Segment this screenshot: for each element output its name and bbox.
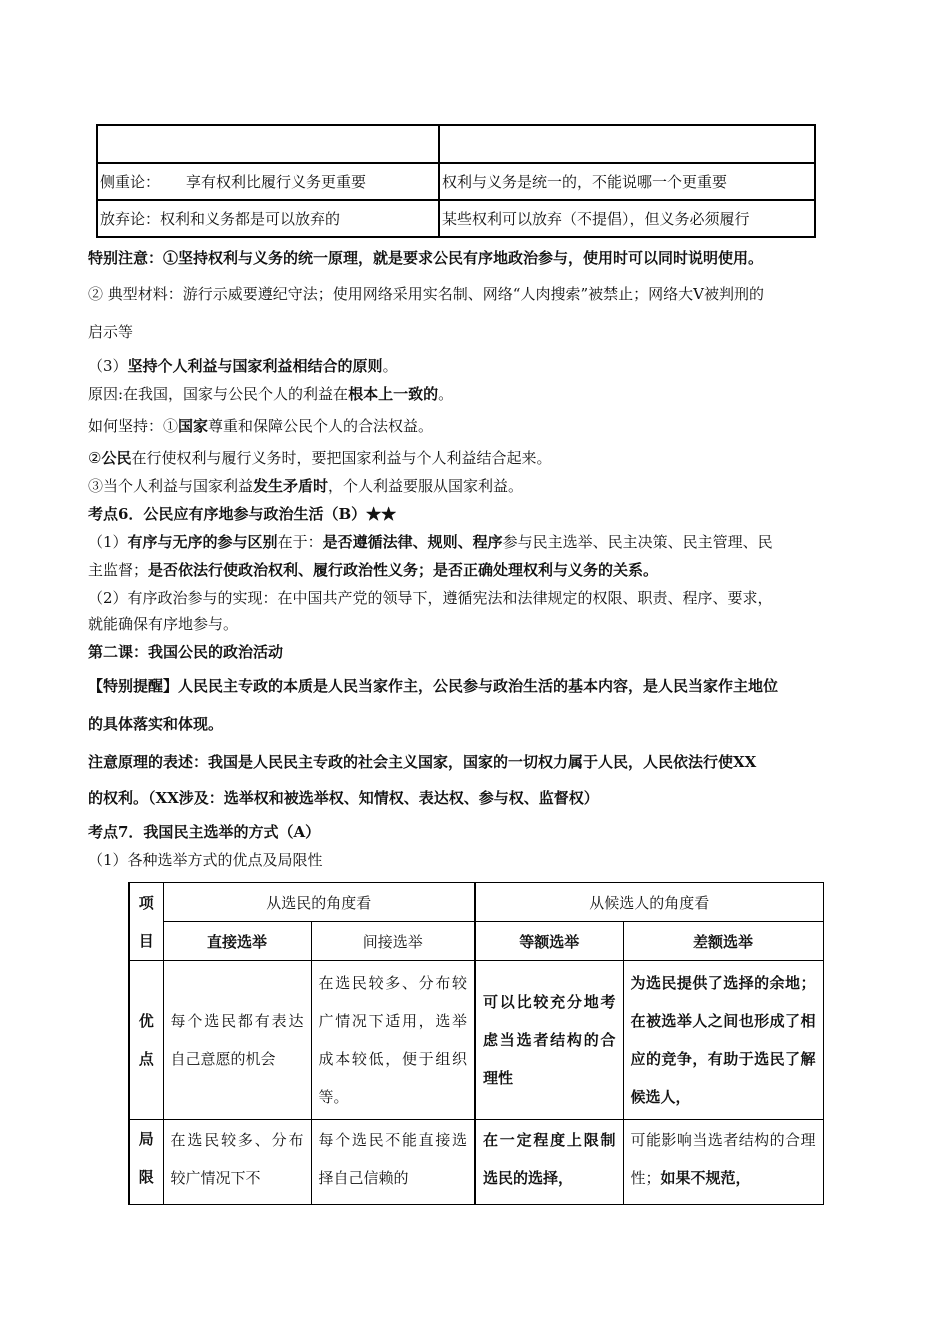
table-cell (163, 961, 311, 1120)
text-span: ③当个人利益与国家利益 (88, 477, 254, 495)
bold-span: 是否遵循法律、规则、程序 (322, 533, 503, 551)
principle-number: （3） (88, 357, 128, 375)
equal-election-header: 等额选举 (475, 922, 623, 961)
text-span: ② (88, 449, 102, 467)
direct-election-header: 直接选举 (163, 922, 311, 961)
table-row (97, 125, 815, 163)
bold-span: 国家 (178, 417, 209, 435)
text-span: 在行使权利与履行义务时，要把国家利益与个人利益结合起来。 (131, 449, 552, 467)
table-row (97, 163, 815, 200)
bold-span: 如果不规范， (660, 1169, 751, 1187)
kaodian6-line4: 就能确保有序地参与。 (88, 615, 239, 633)
table-cell (97, 125, 439, 163)
indirect-election-header: 间接选举 (311, 922, 475, 961)
table-cell (475, 1120, 623, 1205)
table-cell: 某些权利可以放弃（不提倡），但义务必须履行 (439, 200, 815, 237)
text-span: 在于： (277, 533, 323, 551)
rights-duties-table (96, 124, 816, 238)
text-span: 尊重和保障公民个人的合法权益。 (208, 417, 434, 435)
adv-differential-text: 为选民提供了选择的余地；在被选举人之间也形成了相应的竞争，有助于选民了解候选人， (630, 974, 816, 1106)
typical-material-cont: 启示等 (88, 323, 134, 341)
text-span: 参与民主选举、民主决策、民主管理、民 (502, 533, 773, 551)
bold-span: 根本上一致的 (348, 385, 439, 403)
bold-span: 是否依法行使政治权利、履行政治性义务；是否正确处理权利与义务的关系。 (148, 561, 659, 579)
text-span: 。 (438, 385, 454, 403)
text-span: （1） (88, 533, 128, 551)
table-cell (475, 961, 623, 1120)
special-note: 特别注意：①坚持权利与义务的统一原理，就是要求公民有序地政治参与，使用时可以同时说明使用。 (88, 249, 764, 267)
adv-indirect-text: 在选民较多、分布较广情况下适用，选举成本较低，便于组织等。 (318, 974, 468, 1106)
principle-title: 坚持个人利益与国家利益相结合的原则 (127, 357, 383, 375)
table-row (129, 961, 823, 1120)
kaodian7-title: 考点7．我国民主选举的方式（A） (88, 823, 321, 841)
table-cell (623, 961, 823, 1120)
table-cell (311, 1120, 475, 1205)
cell-label: 侧重论： (100, 173, 161, 191)
table-cell (311, 961, 475, 1120)
table-row (97, 200, 815, 237)
kaodian6-title: 考点6．公民应有序地参与政治生活（B）★★ (88, 505, 397, 523)
item-char: 目 (138, 931, 154, 950)
table-cell (163, 1120, 311, 1205)
voter-view-header: 从选民的角度看 (163, 883, 475, 922)
text-span: 原因:在我国，国家与公民个人的利益在 (88, 385, 349, 403)
special-reminder: 【特别提醒】人民民主专政的本质是人民当家作主，公民参与政治生活的基本内容，是人民当家作主地位 (88, 677, 779, 695)
table-cell (439, 125, 815, 163)
candidate-view-header: 从候选人的角度看 (475, 883, 823, 922)
lesson2-title: 第二课：我国公民的政治活动 (88, 643, 284, 661)
label-char: 点 (138, 1050, 154, 1068)
text-span: 如何坚持：① (88, 417, 179, 435)
special-reminder-cont: 的具体落实和体现。 (88, 715, 224, 733)
principle-heading (88, 355, 398, 376)
table-cell: 放弃论：权利和义务都是可以放弃的 (97, 200, 439, 237)
table-row (129, 922, 823, 961)
lim-equal-text: 在一定程度上限制选民的选择， (483, 1131, 616, 1187)
table-cell (97, 163, 439, 200)
label-char: 局 (138, 1130, 154, 1148)
item-char: 项 (138, 893, 154, 912)
label-char: 优 (138, 1012, 154, 1030)
advantage-label-cell (129, 961, 163, 1120)
bold-span: 公民 (101, 449, 132, 467)
lim-indirect-text: 每个选民不能直接选择自己信赖的 (318, 1131, 468, 1187)
principle-reason (88, 383, 453, 404)
text-span: ，个人利益要服从国家利益。 (328, 477, 524, 495)
table-cell: 权利与义务是统一的，不能说哪一个更重要 (439, 163, 815, 200)
kaodian6-line2 (88, 559, 658, 580)
kaodian6-line1 (88, 531, 773, 552)
limitation-label-cell (129, 1120, 163, 1205)
principle-point-3 (88, 475, 523, 496)
principle-statement-cont: 的权利。（XX涉及：选举权和被选举权、知情权、表达权、参与权、监督权） (88, 789, 599, 807)
table-cell (623, 1120, 823, 1205)
principle-how (88, 415, 433, 436)
bold-span: 有序与无序的参与区别 (127, 533, 278, 551)
differential-election-header: 差额选举 (623, 922, 823, 961)
lim-differential-text (625, 1121, 822, 1197)
table-row (129, 1120, 823, 1205)
item-header-cell (129, 883, 163, 961)
text-span: 可能影响当选者结构的合理性； (630, 1131, 816, 1187)
typical-material: ② 典型材料：游行示威要遵纪守法；使用网络采用实名制、网络“人肉搜索”被禁止；网络大Ⅴ被判刑的 (88, 285, 764, 303)
adv-direct-text: 每个选民都有表达自己意愿的机会 (170, 1012, 304, 1068)
principle-point-2 (88, 447, 551, 468)
kaodian6-line3: （2）有序政治参与的实现：在中国共产党的领导下，遵循宪法和法律规定的权限、职责、程序、要求， (88, 589, 773, 607)
adv-equal-text: 可以比较充分地考虑当选者结构的合理性 (483, 993, 616, 1087)
label-char: 限 (138, 1168, 154, 1186)
table-row (129, 883, 823, 922)
text-span: 主监督； (88, 561, 149, 579)
bold-span: 发生矛盾时 (253, 477, 329, 495)
lim-direct-text: 在选民较多、分布较广情况下不 (170, 1131, 304, 1187)
cell-text: 享有权利比履行义务更重要 (186, 173, 367, 191)
principle-statement: 注意原理的表述：我国是人民民主专政的社会主义国家，国家的一切权力属于人民，人民依法行使XX (88, 753, 757, 771)
kaodian7-sub: （1）各种选举方式的优点及局限性 (88, 851, 323, 869)
principle-punct: 。 (382, 357, 398, 375)
election-methods-table (128, 882, 824, 1205)
